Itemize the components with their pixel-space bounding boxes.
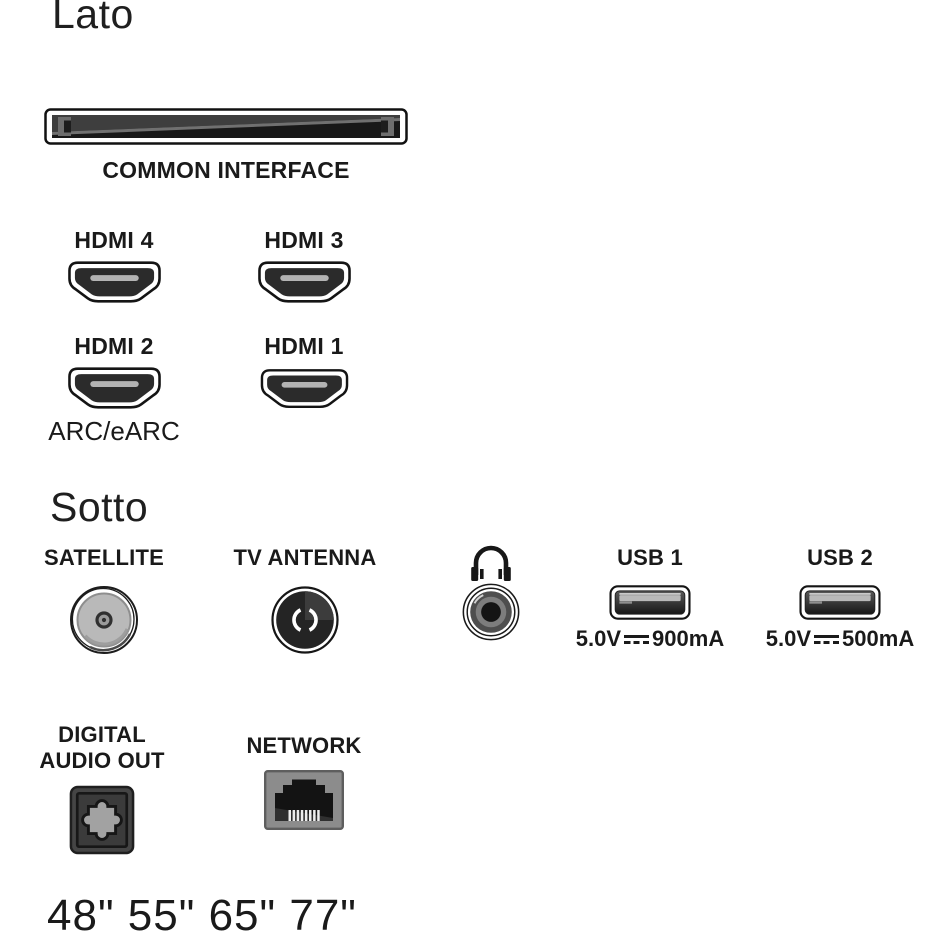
usb2-power-spec: [766, 626, 914, 652]
digital-audio-out-label-line2: AUDIO OUT: [39, 748, 165, 773]
dc-symbol-icon: [624, 632, 649, 647]
common-interface-label: COMMON INTERFACE: [102, 157, 350, 183]
available-screen-sizes: 48" 55" 65" 77": [47, 891, 357, 940]
hdmi4-port: [24, 228, 204, 306]
tv-antenna-port: [215, 546, 395, 656]
hdmi4-label: HDMI 4: [74, 227, 154, 253]
dc-symbol-icon: [814, 632, 839, 647]
optical-toslink-icon: [69, 785, 135, 855]
network-port: [214, 734, 394, 830]
hdmi3-port: [214, 228, 394, 306]
usb1-volts: 5.0V: [575, 626, 622, 652]
common-interface-group: [44, 108, 408, 184]
bottom-section-title: Sotto: [50, 484, 149, 530]
digital-audio-out-label-line1: DIGITAL: [58, 722, 146, 747]
usb2-label: USB 2: [807, 545, 873, 570]
hdmi2-label: HDMI 2: [74, 333, 154, 359]
coax-connector-icon: [269, 584, 341, 656]
usb1-port: [560, 546, 740, 652]
side-section-title: Lato: [52, 0, 134, 37]
hdmi1-label: HDMI 1: [264, 333, 344, 359]
usb-port-icon: [799, 585, 881, 620]
hdmi-port-icon: [258, 368, 351, 411]
usb1-label: USB 1: [617, 545, 683, 570]
hdmi-port-icon: [257, 260, 352, 306]
usb2-current: 500mA: [842, 626, 915, 652]
usb-port-icon: [609, 585, 691, 620]
usb1-current: 900mA: [652, 626, 725, 652]
hdmi-port-icon: [67, 260, 162, 306]
hdmi1-port: [214, 334, 394, 411]
hdmi2-port: [24, 334, 204, 447]
headphones-icon: [468, 542, 514, 582]
digital-audio-out-label: [39, 722, 164, 774]
f-connector-icon: [68, 584, 140, 656]
satellite-label: SATELLITE: [44, 545, 164, 570]
usb2-volts: 5.0V: [765, 626, 812, 652]
ci-card-slot-icon: [44, 108, 408, 145]
usb1-power-spec: [576, 626, 724, 652]
digital-audio-out-port: [12, 722, 192, 855]
satellite-port: [14, 546, 194, 656]
usb2-port: [750, 546, 930, 652]
tv-antenna-label: TV ANTENNA: [233, 545, 377, 570]
hdmi-port-icon: [67, 366, 162, 412]
headphone-out-port: [406, 542, 576, 641]
hdmi3-label: HDMI 3: [264, 227, 344, 253]
hdmi2-arc-earc-label: ARC/eARC: [48, 416, 180, 447]
network-label: NETWORK: [246, 733, 362, 758]
rj45-port-icon: [264, 770, 344, 830]
audio-jack-icon: [462, 583, 520, 641]
